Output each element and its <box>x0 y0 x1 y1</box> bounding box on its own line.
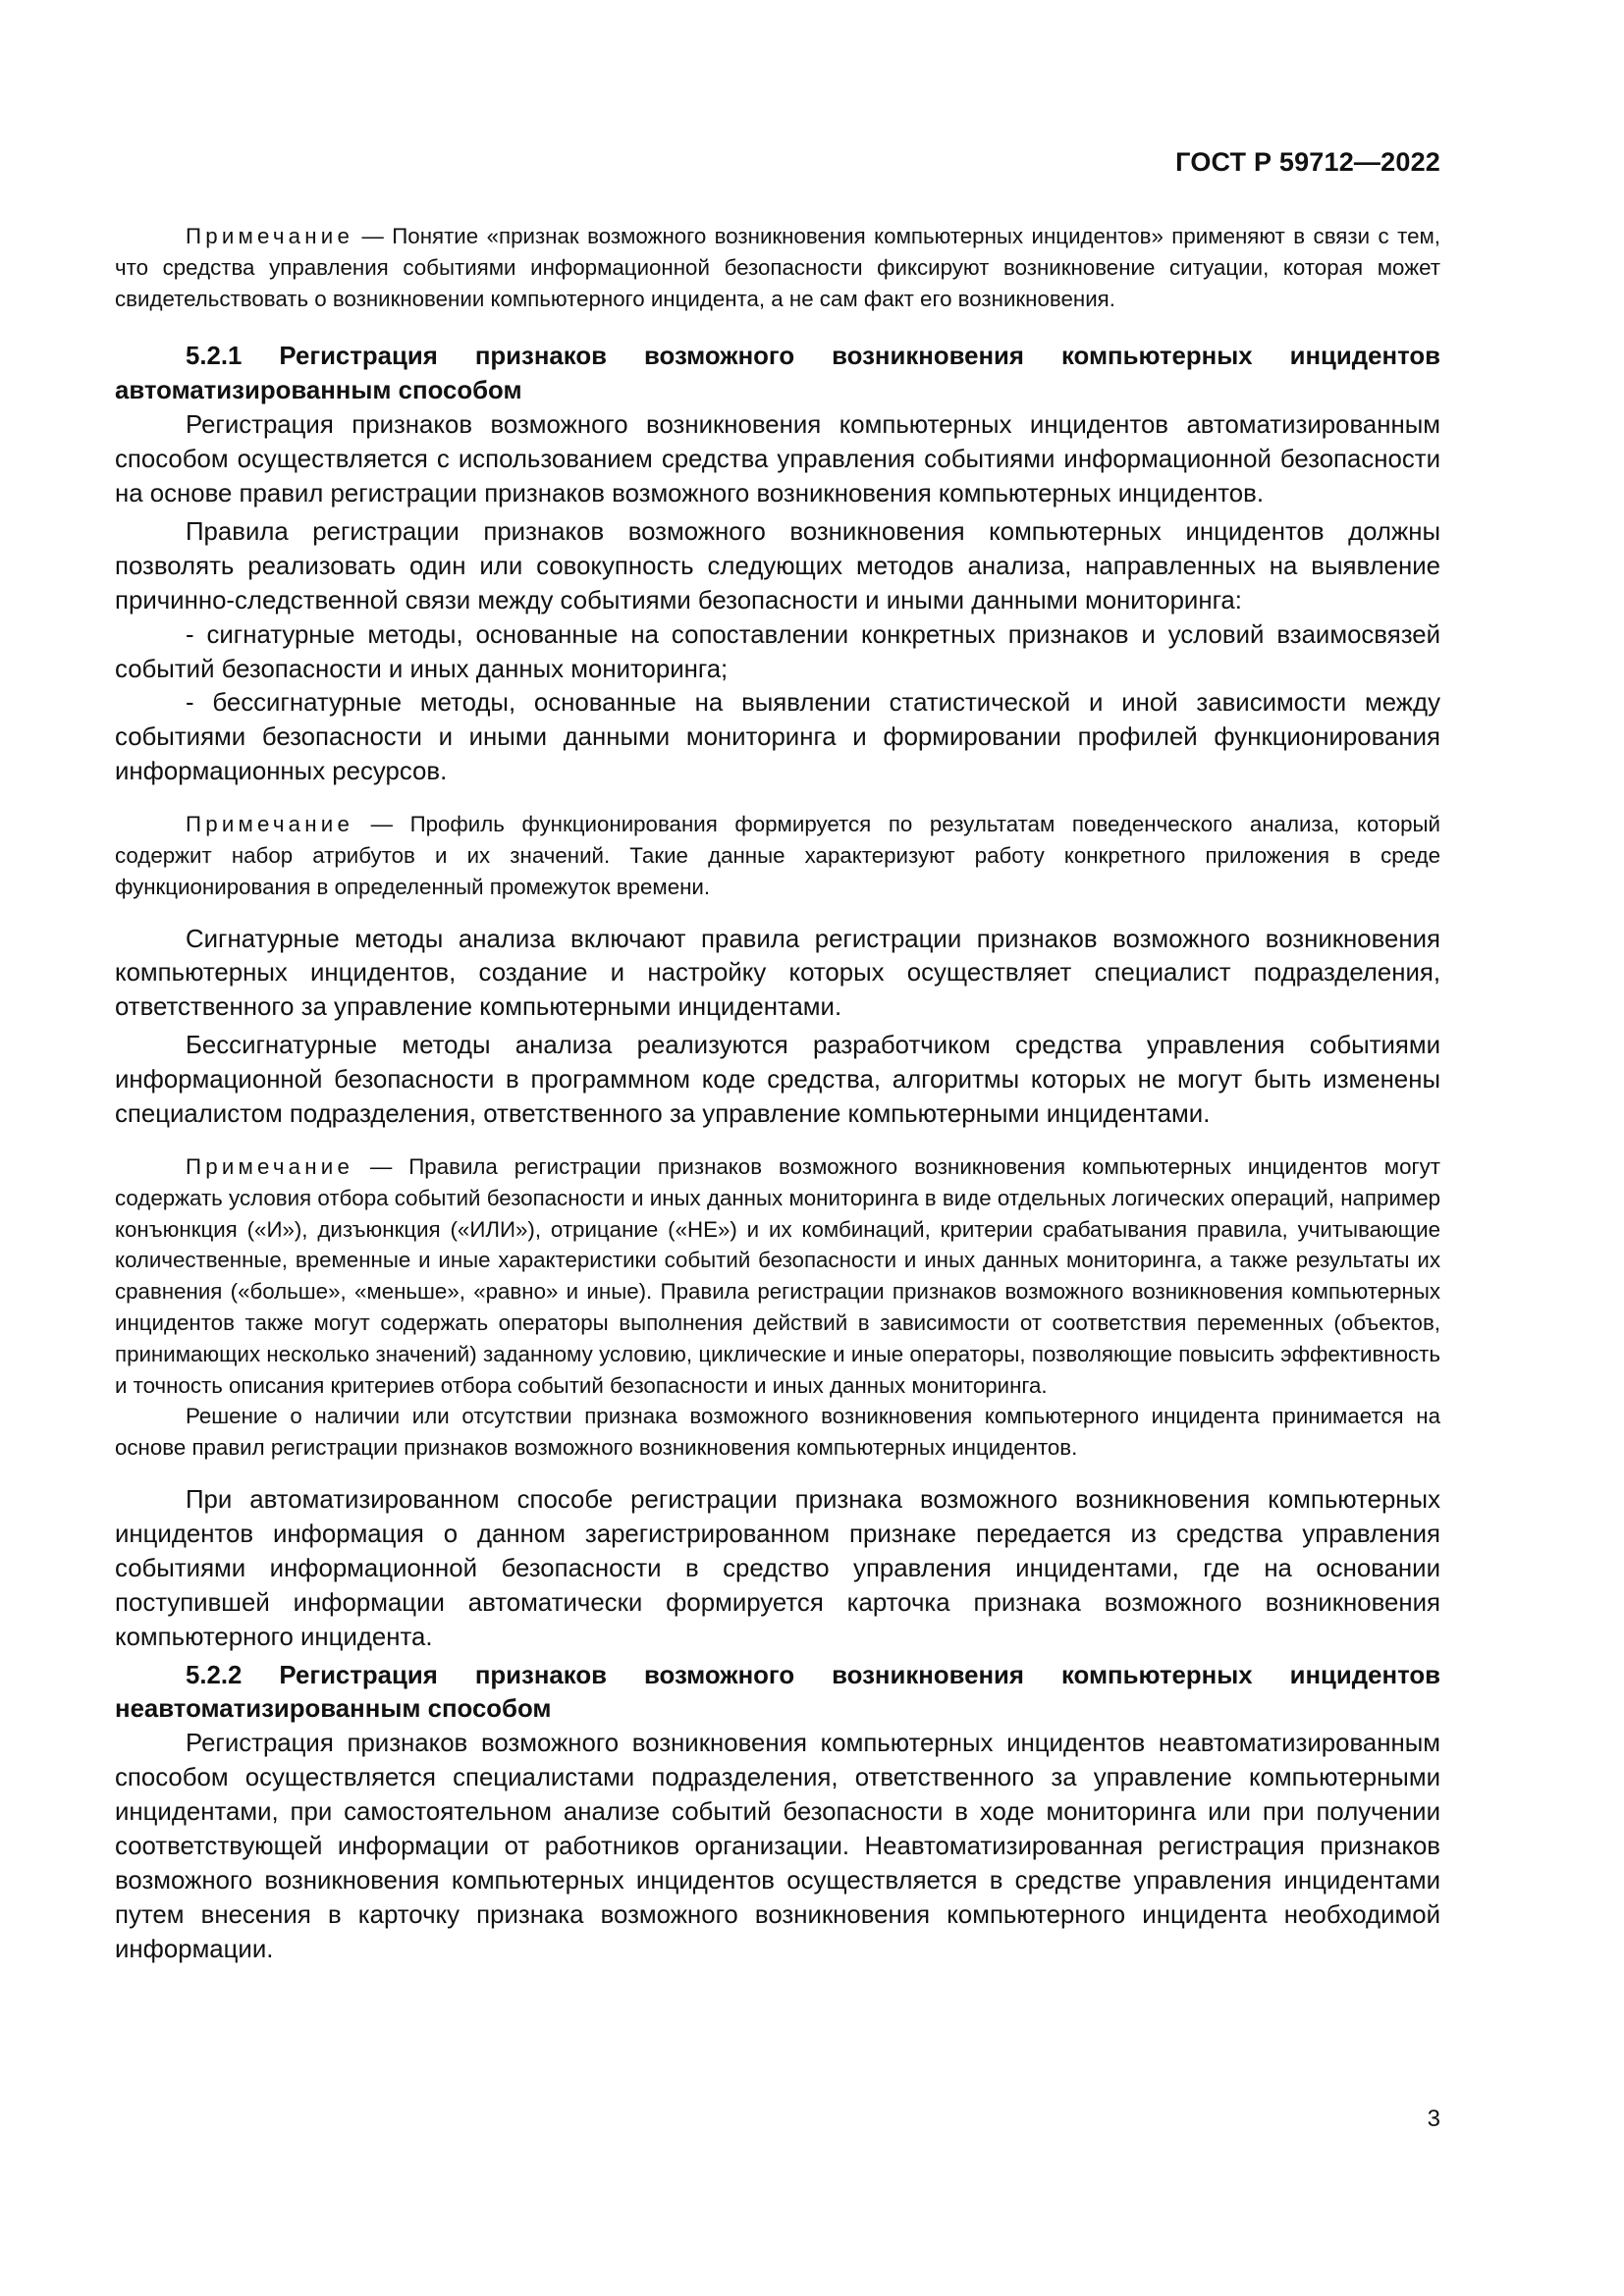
note-continuation: Решение о наличии или отсутствии признака возможного возникновения компьютерного инцидента принимается на основе правил регистрации признаков возможного возникновения компьютерных инцидентов. <box>115 1404 1440 1461</box>
note-text: Профиль функционирования формируется по результатам поведенческого анализа, который содержит набор атрибутов и их значений. Такие данные характеризуют работу конкретного приложения в среде функционирования в определенный промежуток времени. <box>115 812 1440 899</box>
note-dash: — <box>353 1154 409 1179</box>
note-label: Примечание <box>186 224 354 248</box>
section-heading-5-2-1: 5.2.1 Регистрация признаков возможного возникновения компьютерных инцидентов автоматизированным способом <box>115 343 1440 405</box>
document-body <box>115 221 1440 1967</box>
paragraph: Регистрация признаков возможного возникновения компьютерных инцидентов автоматизированным способом осуществляется с использованием средства управления событиями информационной безопасности на основе правил регистрации признаков возможного возникновения компьютерных инцидентов. <box>115 411 1440 508</box>
section-heading-5-2-2: 5.2.2 Регистрация признаков возможного возникновения компьютерных инцидентов неавтоматизированным способом <box>115 1661 1440 1724</box>
note-dash: — <box>353 224 393 248</box>
paragraph: Бессигнатурные методы анализа реализуются разработчиком средства управления событиями информационной безопасности в программном коде средства, алгоритмы которых не могут быть изменены специалистом подразделения, ответственного за управление компьютерными инцидентами. <box>115 1032 1440 1129</box>
paragraph: Регистрация признаков возможного возникновения компьютерных инцидентов неавтоматизированным способом осуществляется специалистами подразделения, ответственного за управление компьютерными инцидентами, при самостоятельном анализе событий безопасности в ходе мониторинга или при получении соответствующей информации от работников организации. Неавтоматизированная регистрация признаков возможного возникновения компьютерных инцидентов осуществляется в средстве управления инцидентами путем внесения в карточку признака возможного возникновения компьютерного инцидента необходимой информации. <box>115 1730 1440 1963</box>
note-3 <box>115 1151 1440 1401</box>
document-code: ГОСТ Р 59712—2022 <box>1175 147 1440 177</box>
note-text: Понятие «признак возможного возникновения компьютерных инцидентов» применяют в связи с тем, что средства управления событиями информационной безопасности фиксируют возникновение ситуации, которая может свидетельствовать о возникновении компьютерного инцидента, а не сам факт его возникновения. <box>115 224 1440 311</box>
page-number: 3 <box>1427 2106 1440 2132</box>
note-text: Правила регистрации признаков возможного возникновения компьютерных инцидентов могут содержать условия отбора событий безопасности и иных данных мониторинга в виде отдельных логических операций, например конъюнкция («И»), дизъюнкция («ИЛИ»), отрицание («НЕ») и их комбинаций, критерии срабатывания правила, учитывающие количественные, временные и иные характеристики событий безопасности и иных данных мониторинга, а также результаты их сравнения («больше», «меньше», «равно» и иные). Правила регистрации признаков возможного возникновения компьютерных инцидентов также могут содержать операторы выполнения действий в зависимости от соответствия переменных (объектов, принимающих несколько значений) заданному условию, циклические и иные операторы, позволяющие повысить эффективность и точность описания критериев отбора событий безопасности и иных данных мониторинга. <box>115 1154 1441 1398</box>
list-item: - сигнатурные методы, основанные на сопоставлении конкретных признаков и условий взаимосвязей событий безопасности и иных данных мониторинга; <box>115 620 1440 683</box>
paragraph: Правила регистрации признаков возможного возникновения компьютерных инцидентов должны позволять реализовать один или совокупность следующих методов анализа, направленных на выявление причинно-следственной связи между событиями безопасности и иными данными мониторинга: <box>115 517 1440 614</box>
note-2 <box>115 809 1440 902</box>
note-label: Примечание <box>186 1154 354 1179</box>
note-1 <box>115 221 1440 314</box>
list-item: - бессигнатурные методы, основанные на выявлении статистической и иной зависимости между событиями безопасности и иными данными мониторинга и формировании профилей функционирования информационных ресурсов. <box>115 689 1440 786</box>
note-label: Примечание <box>186 812 354 837</box>
note-dash: — <box>353 812 410 837</box>
paragraph: При автоматизированном способе регистрации признака возможного возникновения компьютерных инцидентов информация о данном зарегистрированном признаке передается из средства управления событиями информационной безопасности в средство управления инцидентами, где на основании поступившей информации автоматически формируется карточка признака возможного возникновения компьютерного инцидента. <box>115 1485 1440 1651</box>
paragraph: Сигнатурные методы анализа включают правила регистрации признаков возможного возникновения компьютерных инцидентов, создание и настройку которых осуществляет специалист подразделения, ответственного за управление компьютерными инцидентами. <box>115 925 1440 1022</box>
